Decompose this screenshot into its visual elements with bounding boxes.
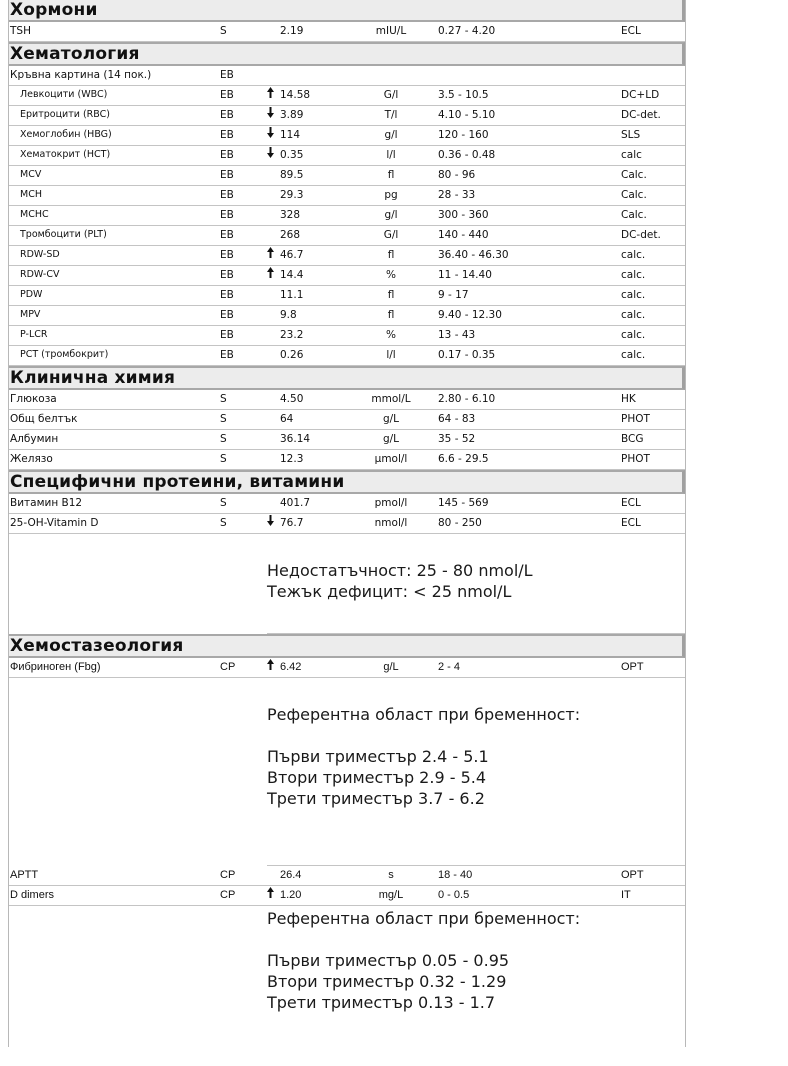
test-name: PCT (тромбокрит) [20,349,109,360]
test-name: TSH [10,25,31,37]
unit: µmol/l [374,453,408,465]
arrow-down-icon [267,146,277,164]
method: Calc. [621,189,647,201]
test-name: RDW-SD [20,249,60,260]
test-name: Тромбоцити (PLT) [20,229,107,240]
unit: g/L [383,661,399,673]
table-row [9,146,685,166]
material-code: EB [220,349,234,361]
reference-range: 28 - 33 [438,189,476,201]
note-line: Първи триместър 2.4 - 5.1 [267,747,489,766]
table-row [9,166,685,186]
material-code: EB [220,189,234,201]
section-title: Клинична химия [9,366,685,390]
unit: G/l [383,89,399,101]
unit: pg [384,189,398,201]
result-value: 3.89 [280,109,304,121]
reference-range: 140 - 440 [438,229,489,241]
result-value: 89.5 [280,169,304,181]
table-row [9,266,685,286]
method: calc. [621,349,646,361]
note-line: Трети триместър 3.7 - 6.2 [267,789,485,808]
section [9,470,685,634]
unit: % [386,329,396,341]
unit: mg/L [378,889,404,901]
method: IT [621,889,631,901]
material-code: EB [220,169,234,181]
unit: G/l [383,229,399,241]
method: ECL [621,497,641,509]
material-code: EB [220,329,234,341]
result-value: 46.7 [280,249,304,261]
unit: mmol/L [371,393,411,405]
section [9,42,685,366]
reference-range: 35 - 52 [438,433,476,445]
reference-range: 80 - 250 [438,517,482,529]
method: calc [621,149,642,161]
material-code: EB [220,109,234,121]
note-line: Трети триместър 0.13 - 1.7 [267,993,496,1012]
reference-range: 0.27 - 4.20 [438,25,496,37]
test-name: RDW-CV [20,269,60,280]
result-value: 0.35 [280,149,304,161]
test-name: Фибриноген (Fbg) [10,661,101,673]
result-value: 401.7 [280,497,311,509]
section-title: Хематология [9,42,685,66]
result-value: 2.19 [280,25,304,37]
test-name: Еритроцити (RBC) [20,109,110,120]
test-name: Хемоглобин (HBG) [20,129,112,140]
test-name: MCH [20,189,42,200]
result-value: 29.3 [280,189,304,201]
result-value: 328 [280,209,301,221]
table-row [9,494,685,514]
method: calc. [621,329,646,341]
test-name: APTT [10,869,39,881]
test-name: MCV [20,169,42,180]
result-value: 64 [280,413,294,425]
table-row [9,126,685,146]
method: OPT [621,661,644,673]
material-code: CP [220,661,236,673]
unit: T/l [384,109,398,121]
reference-range: 11 - 14.40 [438,269,492,281]
method: DC-det. [621,109,661,121]
arrow-up-icon [267,658,277,676]
section [9,366,685,470]
table-row [9,66,685,86]
reference-range: 2.80 - 6.10 [438,393,496,405]
result-value: 9.8 [280,309,297,321]
material-code: S [220,517,227,529]
table-row [9,346,685,366]
reference-note [9,906,685,1066]
table-row [9,22,685,42]
result-value: 12.3 [280,453,304,465]
reference-range: 36.40 - 46.30 [438,249,509,261]
table-row [9,450,685,470]
section [9,634,685,1066]
result-value: 14.58 [280,89,311,101]
reference-range: 64 - 83 [438,413,476,425]
table-row [9,106,685,126]
divider [267,633,685,634]
reference-range: 2 - 4 [438,661,461,673]
reference-range: 9.40 - 12.30 [438,309,502,321]
method: BCG [621,433,644,445]
table-row [9,186,685,206]
material-code: S [220,413,227,425]
result-value: 14.4 [280,269,304,281]
test-name: Желязо [10,453,53,465]
arrow-up-icon [267,886,277,904]
reference-range: 80 - 96 [438,169,476,181]
arrow-up-icon [267,266,277,284]
test-name: Кръвна картина (14 пок.) [10,69,152,81]
result-value: 0.26 [280,349,304,361]
reference-range: 13 - 43 [438,329,476,341]
table-row [9,206,685,226]
material-code: EB [220,269,234,281]
arrow-down-icon [267,126,277,144]
reference-range: 0 - 0.5 [438,889,470,901]
lab-report [8,0,686,1047]
unit: l/l [386,349,396,361]
reference-range: 145 - 569 [438,497,489,509]
test-name: Левкоцити (WBC) [20,89,108,100]
table-row [9,86,685,106]
reference-range: 3.5 - 10.5 [438,89,489,101]
method: OPT [621,869,644,881]
test-name: P-LCR [20,329,48,340]
result-value: 76.7 [280,517,304,529]
reference-note [9,534,685,634]
unit: fl [387,289,395,301]
material-code: EB [220,289,234,301]
table-row [9,246,685,266]
test-name: Глюкоза [10,393,57,405]
method: calc. [621,309,646,321]
table-row [9,866,685,886]
method: calc. [621,289,646,301]
reference-range: 4.10 - 5.10 [438,109,496,121]
result-value: 23.2 [280,329,304,341]
section-title: Хемостазеология [9,634,685,658]
arrow-up-icon [267,86,277,104]
table-row [9,514,685,534]
material-code: S [220,393,227,405]
unit: l/l [386,149,396,161]
result-value: 36.14 [280,433,311,445]
unit: nmol/l [374,517,408,529]
material-code: EB [220,209,234,221]
reference-note [9,678,685,866]
material-code: S [220,497,227,509]
unit: mIU/L [375,25,407,37]
material-code: CP [220,889,236,901]
unit: fl [387,309,395,321]
unit: g/L [382,413,400,425]
table-row [9,658,685,678]
material-code: EB [220,229,234,241]
reference-range: 300 - 360 [438,209,489,221]
test-name: MCHC [20,209,49,220]
method: PHOT [621,413,650,425]
method: calc. [621,269,646,281]
section [9,0,685,42]
material-code: EB [220,69,234,81]
material-code: EB [220,89,234,101]
note-line: Втори триместър 2.9 - 5.4 [267,768,487,787]
reference-range: 6.6 - 29.5 [438,453,489,465]
unit: g/L [382,433,400,445]
table-row [9,390,685,410]
method: ECL [621,517,641,529]
table-row [9,226,685,246]
test-name: 25-OH-Vitamin D [10,517,99,529]
table-row [9,286,685,306]
result-value: 114 [280,129,301,141]
material-code: EB [220,309,234,321]
material-code: EB [220,149,234,161]
material-code: EB [220,129,234,141]
note-line: Референтна област при бременност: [267,909,581,928]
test-name: Хематокрит (HCT) [20,149,111,160]
unit: % [386,269,396,281]
material-code: S [220,25,227,37]
note-line: Първи триместър 0.05 - 0.95 [267,951,510,970]
result-value: 268 [280,229,301,241]
unit: fl [387,169,395,181]
table-row [9,306,685,326]
table-row [9,326,685,346]
unit: pmol/l [374,497,408,509]
method: Calc. [621,209,647,221]
reference-range: 9 - 17 [438,289,469,301]
test-name: MPV [20,309,41,320]
test-name: D dimers [10,889,55,901]
method: PHOT [621,453,650,465]
note-line [267,929,580,950]
table-row [9,410,685,430]
reference-range: 120 - 160 [438,129,489,141]
unit: g/l [384,209,398,221]
material-code: EB [220,249,234,261]
method: DC-det. [621,229,661,241]
material-code: S [220,433,227,445]
section-title: Хормони [9,0,685,22]
arrow-up-icon [267,246,277,264]
reference-range: 0.36 - 0.48 [438,149,496,161]
note-line: Недостатъчност: 25 - 80 nmol/L [267,561,533,580]
note-line: Референтна област при бременност: [267,705,581,724]
result-value: 6.42 [280,661,302,673]
arrow-down-icon [267,514,277,532]
note-line [267,725,580,746]
unit: g/l [384,129,398,141]
method: HK [621,393,636,405]
test-name: Албумин [10,433,59,445]
result-value: 1.20 [280,889,302,901]
method: calc. [621,249,646,261]
result-value: 11.1 [280,289,304,301]
reference-range: 0.17 - 0.35 [438,349,496,361]
method: ECL [621,25,641,37]
material-code: S [220,453,227,465]
table-row [9,886,685,906]
method: SLS [621,129,641,141]
reference-range: 18 - 40 [438,869,473,881]
method: Calc. [621,169,647,181]
result-value: 26.4 [280,869,302,881]
note-line: Втори триместър 0.32 - 1.29 [267,972,507,991]
test-name: PDW [20,289,43,300]
table-row [9,430,685,450]
unit: s [388,869,394,881]
arrow-down-icon [267,106,277,124]
material-code: CP [220,869,236,881]
result-value: 4.50 [280,393,304,405]
test-name: Общ белтък [10,413,78,425]
unit: fl [387,249,395,261]
method: DC+LD [621,89,660,101]
section-title: Специфични протеини, витамини [9,470,685,494]
test-name: Витамин B12 [10,497,83,509]
note-line: Тежък дефицит: < 25 nmol/L [267,582,512,601]
